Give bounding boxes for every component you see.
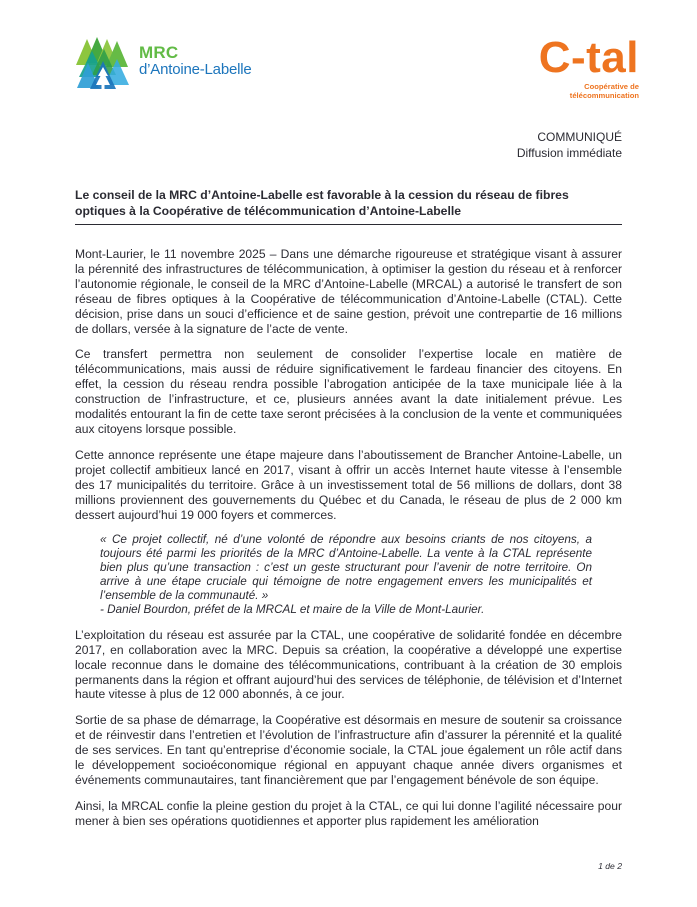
mrc-logo bbox=[75, 36, 252, 94]
document-title: Le conseil de la MRC d’Antoine-Labelle est favorable à la cession du réseau de fibres optiques à la Coopérative de télécommunication d’Antoine-Labelle bbox=[75, 188, 622, 225]
paragraph-croissance: Sortie de sa phase de démarrage, la Coopérative est désormais en mesure de soutenir sa croissance et de réinvestir dans l’entretien et l’évolution de l’infrastructure afin d’assurer la pérennité et la qualité de ses services. En tant qu’entreprise d’économie sociale, la CTAL joue également un rôle actif dans le développement socioéconomique régional en appuyant chaque année divers organismes et événements communautaires, tant financièrement que par l’engagement bénévole de son équipe. bbox=[75, 713, 622, 787]
mrc-logo-line1: MRC bbox=[139, 43, 179, 62]
paragraph-gestion: Ainsi, la MRCAL confie la pleine gestion du projet à la CTAL, ce qui lui donne l’agilité nécessaire pour mener à bien ses opérations quotidiennes et apporter plus rapidement les amélioration bbox=[75, 798, 622, 828]
page-number: 1 de 2 bbox=[598, 861, 622, 871]
communique-label: COMMUNIQUÉ bbox=[537, 130, 622, 144]
mrc-logo-line2: d’Antoine-Labelle bbox=[139, 60, 252, 78]
paragraph-brancher: Cette annonce représente une étape majeure dans l’aboutissement de Brancher Antoine-Labelle, un projet collectif ambitieux lancé en 2017, visant à offrir un accès Internet haute vitesse à l’ensemble des 17 municipalités du territoire. Grâce à un investissement total de 56 millions de dollars, dont 38 millions proviennent des gouvernements du Québec et du Canada, le réseau de plus de 2 000 km dessert aujourd’hui 19 000 foyers et commerces. bbox=[75, 447, 622, 522]
ctal-logo bbox=[538, 33, 639, 100]
paragraph-dateline: Mont-Laurier, le 11 novembre 2025 – Dans une démarche rigoureuse et stratégique visant à assurer la pérennité des infrastructures de télécommunication, à optimiser la gestion du réseau et à renforcer l’autonomie régionale, le conseil de la MRC d’Antoine-Labelle (MRCAL) a autorisé le transfert de son réseau de fibres optiques à la Coopérative de télécommunication d’Antoine-Labelle (CTAL). Cette décision, prise dans un souci d’efficience et de saine gestion, prévoit une contrepartie de 16 millions de dollars, versée à la signature de l’acte de vente. bbox=[75, 247, 622, 336]
mrc-trees-icon bbox=[75, 36, 131, 94]
document-body bbox=[75, 247, 622, 829]
ctal-tagline bbox=[539, 83, 639, 100]
diffusion-label: Diffusion immédiate bbox=[516, 145, 622, 160]
quote-attribution: - Daniel Bourdon, préfet de la MRCAL et maire de la Ville de Mont-Laurier. bbox=[100, 602, 485, 616]
release-type-block bbox=[75, 130, 622, 161]
ctal-wordmark: C-tal bbox=[538, 33, 639, 82]
quote-block bbox=[100, 533, 592, 616]
mrc-logo-text bbox=[139, 36, 252, 78]
ctal-tagline-line2: télécommunication bbox=[569, 90, 639, 100]
ctal-tagline-line1: Coopérative de bbox=[584, 82, 639, 91]
paragraph-transfert: Ce transfert permettra non seulement de consolider l’expertise locale en matière de télécommunications, mais aussi de réduire significativement le fardeau financier des citoyens. En effet, la cession du réseau rendra possible l’abrogation anticipée de la taxe municipale liée à la construction de l’infrastructure, et ce, plusieurs années avant la date initialement prévue. Les modalités entourant la fin de cette taxe seront précisées à la conclusion de la vente et communiquées aux citoyens lorsque possible. bbox=[75, 347, 622, 436]
quote-text: « Ce projet collectif, né d’une volonté de répondre aux besoins criants de nos citoyens, a toujours été parmi les priorités de la MRC d’Antoine-Labelle. La vente à la CTAL représente bien plus qu’une transaction : c’est un geste structurant pour l’avenir de notre territoire. On arrive à une étape cruciale qui témoigne de notre engagement envers les municipalités et l’ensemble de la communauté. » bbox=[100, 533, 592, 603]
paragraph-exploitation: L’exploitation du réseau est assurée par la CTAL, une coopérative de solidarité fondée en décembre 2017, en collaboration avec la MRC. Depuis sa création, la coopérative a développé une expertise locale reconnue dans le domaine des télécommunications, contribuant à la création de 30 emplois permanents dans la région et offrant aujourd’hui des services de téléphonie, de télévision et d’Internet haute vitesse à plus de 12 000 abonnés, à ce jour. bbox=[75, 627, 622, 702]
document-header bbox=[75, 0, 639, 114]
